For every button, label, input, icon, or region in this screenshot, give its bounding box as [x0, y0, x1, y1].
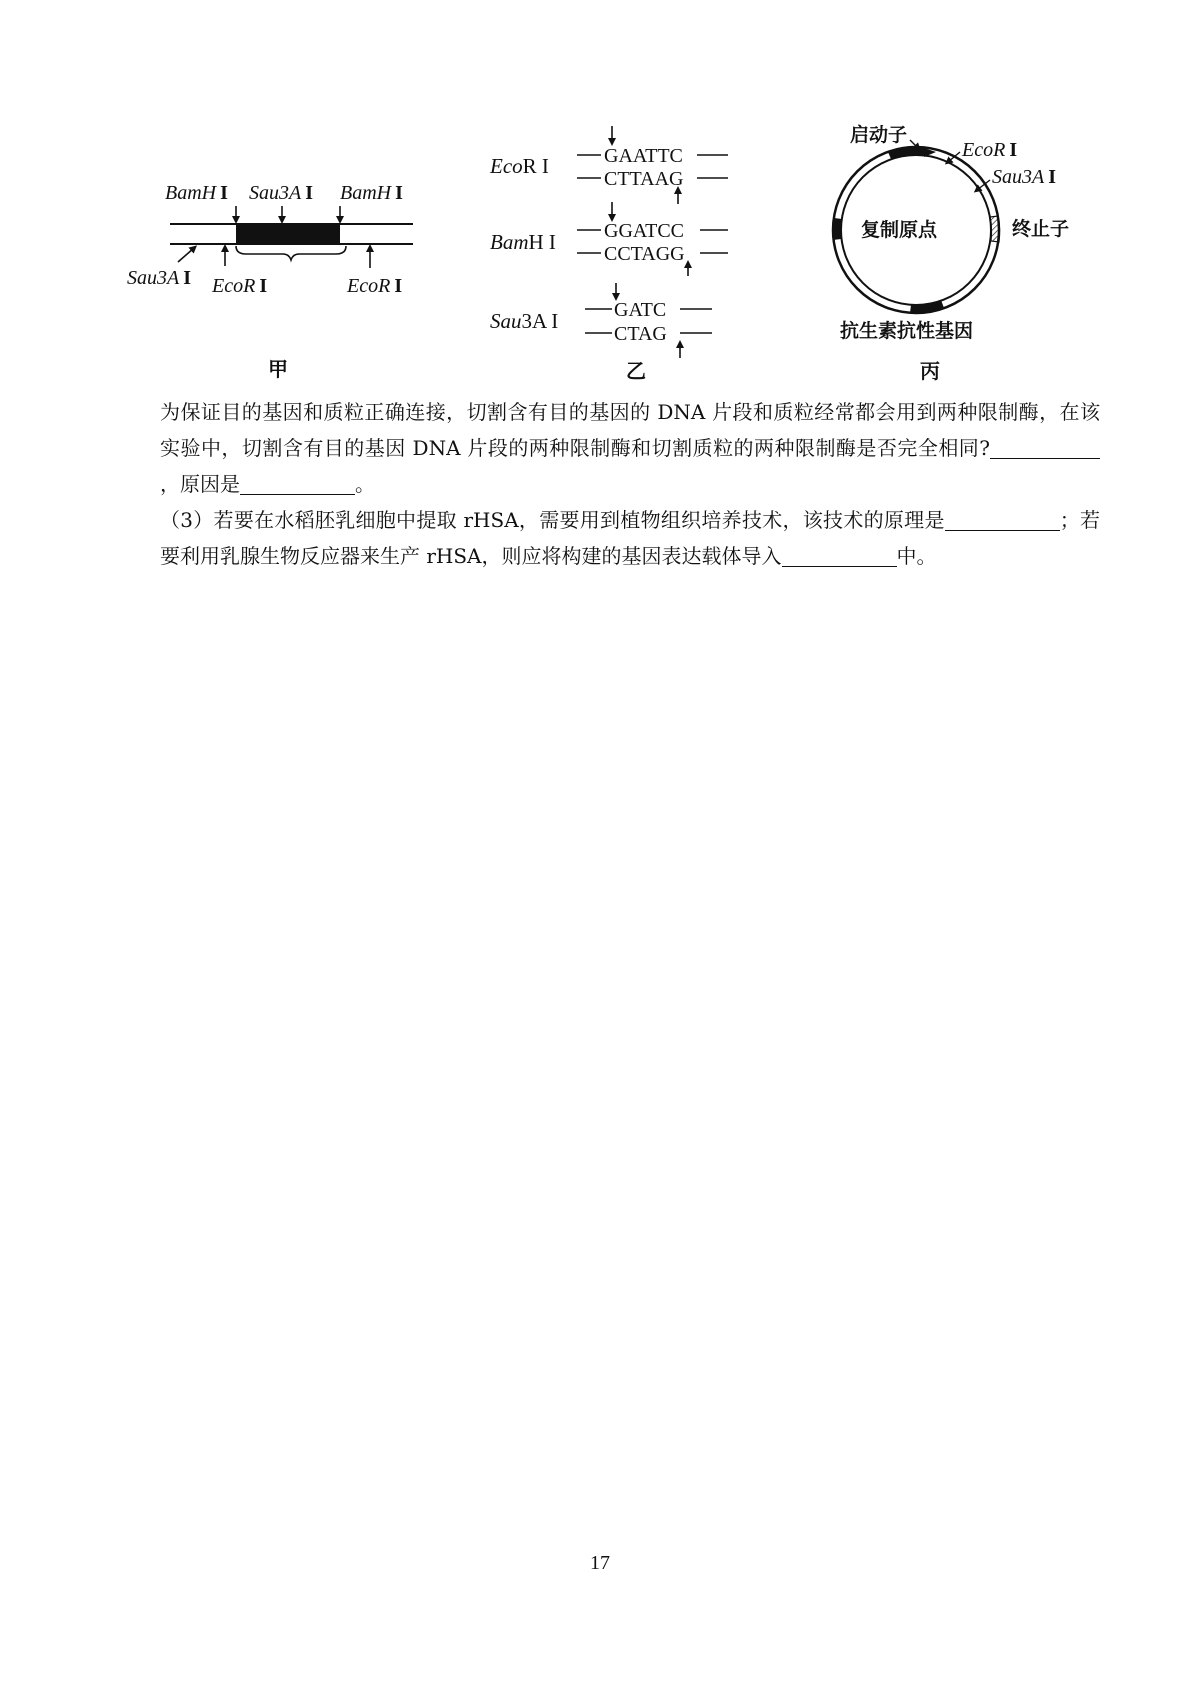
- jia-arrow-sau3a1-bottom: [178, 248, 194, 262]
- svg-text:BamHI: [165, 182, 228, 204]
- jia-ecor1-left-label: EcoR: [212, 275, 256, 297]
- jia-roman-6: I: [394, 275, 403, 297]
- yi-bamh1-name-italic: Bam: [490, 230, 529, 254]
- p1-text-b: ，原因是: [160, 472, 240, 496]
- jia-roman-5: I: [259, 275, 268, 297]
- jia-roman-3: I: [395, 182, 403, 204]
- p2-text-a: （3）若要在水稻胚乳细胞中提取 rHSA，需要用到植物组织培养技术，该技术的原理是: [160, 508, 945, 532]
- answer-blank-1[interactable]: [990, 436, 1100, 459]
- p1-text-a: 为保证目的基因和质粒正确连接，切割含有目的基因的 DNA 片段和质粒经常都会用到两种限制酶，在该实验中，切割含有目的基因 DNA 片段的两种限制酶和切割质粒的两种限制酶是否完全相同?: [160, 400, 1100, 460]
- bing-resistance-label: 抗生素抗性基因: [840, 320, 974, 342]
- svg-text:BamH I: [490, 230, 556, 254]
- yi-ecor1-name-plain: R I: [522, 154, 549, 178]
- bing-sau3a1-roman: I: [1048, 166, 1057, 188]
- paragraph-2: [160, 502, 1100, 574]
- yi-bamh1-top-seq: GGATCC: [604, 220, 685, 242]
- yi-caption: 乙: [626, 359, 646, 383]
- jia-sau3a1-top-label: Sau3A: [249, 182, 302, 204]
- yi-sau3a1-name-italic: Sau: [490, 309, 522, 333]
- page-number: 17: [590, 1552, 610, 1574]
- yi-sau3a1-bottom-seq: CTAG: [614, 323, 667, 345]
- bing-terminator-block: [990, 216, 1000, 242]
- answer-blank-2[interactable]: [240, 472, 355, 495]
- svg-text:EcoRI: [346, 275, 402, 297]
- bing-origin-block: [833, 218, 842, 240]
- answer-blank-4[interactable]: [782, 544, 897, 567]
- jia-target-gene-block: [236, 224, 340, 244]
- jia-roman-1: I: [220, 182, 228, 204]
- question-text: [160, 394, 1100, 574]
- bing-sau3a1-label: Sau3A: [992, 166, 1045, 188]
- svg-text:Sau3AI: [249, 182, 313, 204]
- yi-sau3a1-top-seq: GATC: [614, 299, 667, 321]
- bing-resistance-block: [910, 300, 944, 313]
- svg-text:Sau3AI: [127, 267, 191, 289]
- figure-bing: [833, 123, 1069, 383]
- p1-text-c: 。: [355, 472, 375, 496]
- svg-text:Sau3A I: [490, 309, 558, 333]
- yi-sau3a1-name-plain: 3A I: [521, 309, 559, 333]
- paragraph-1: [160, 394, 1100, 502]
- bing-terminator-label: 终止子: [1012, 218, 1070, 240]
- bing-origin-label: 复制原点: [861, 219, 938, 241]
- p2-text-c: 中。: [896, 544, 937, 568]
- bing-promoter-label: 启动子: [850, 124, 908, 146]
- jia-roman-4: I: [183, 267, 192, 289]
- svg-text:EcoRI: [961, 139, 1017, 161]
- yi-bamh1-bottom-seq: CCTAGG: [604, 243, 685, 265]
- jia-roman-2: I: [305, 182, 314, 204]
- figure-diagram: [0, 0, 1200, 400]
- svg-text:EcoRI: [211, 275, 267, 297]
- svg-text:Sau3AI: [992, 166, 1056, 188]
- bing-caption: 丙: [920, 359, 940, 383]
- answer-blank-3[interactable]: [945, 508, 1060, 531]
- yi-ecor1-top-seq: GAATTC: [604, 145, 683, 167]
- yi-ecor1-bottom-seq: CTTAAG: [604, 168, 684, 190]
- yi-bamh1-name-plain: H I: [528, 230, 556, 254]
- svg-text:BamHI: [340, 182, 403, 204]
- jia-sau3a1-bottom-label: Sau3A: [127, 267, 180, 289]
- jia-bamh1-left-label: BamH: [165, 182, 217, 204]
- bing-ecor1-roman: I: [1009, 139, 1018, 161]
- jia-brace: [236, 246, 346, 260]
- jia-bamh1-right-label: BamH: [340, 182, 392, 204]
- bing-ecor1-label: EcoR: [962, 139, 1006, 161]
- figure-jia: [127, 182, 413, 381]
- figure-yi: [489, 126, 728, 383]
- jia-caption: 甲: [268, 357, 288, 381]
- svg-text:EcoR I: [489, 154, 549, 178]
- yi-ecor1-name-italic: Eco: [490, 154, 523, 178]
- p2-text-b: ；若要利用乳腺生物反应器来生产 rHSA，则应将构建的基因表达载体导入: [160, 508, 1100, 568]
- jia-ecor1-right-label: EcoR: [347, 275, 391, 297]
